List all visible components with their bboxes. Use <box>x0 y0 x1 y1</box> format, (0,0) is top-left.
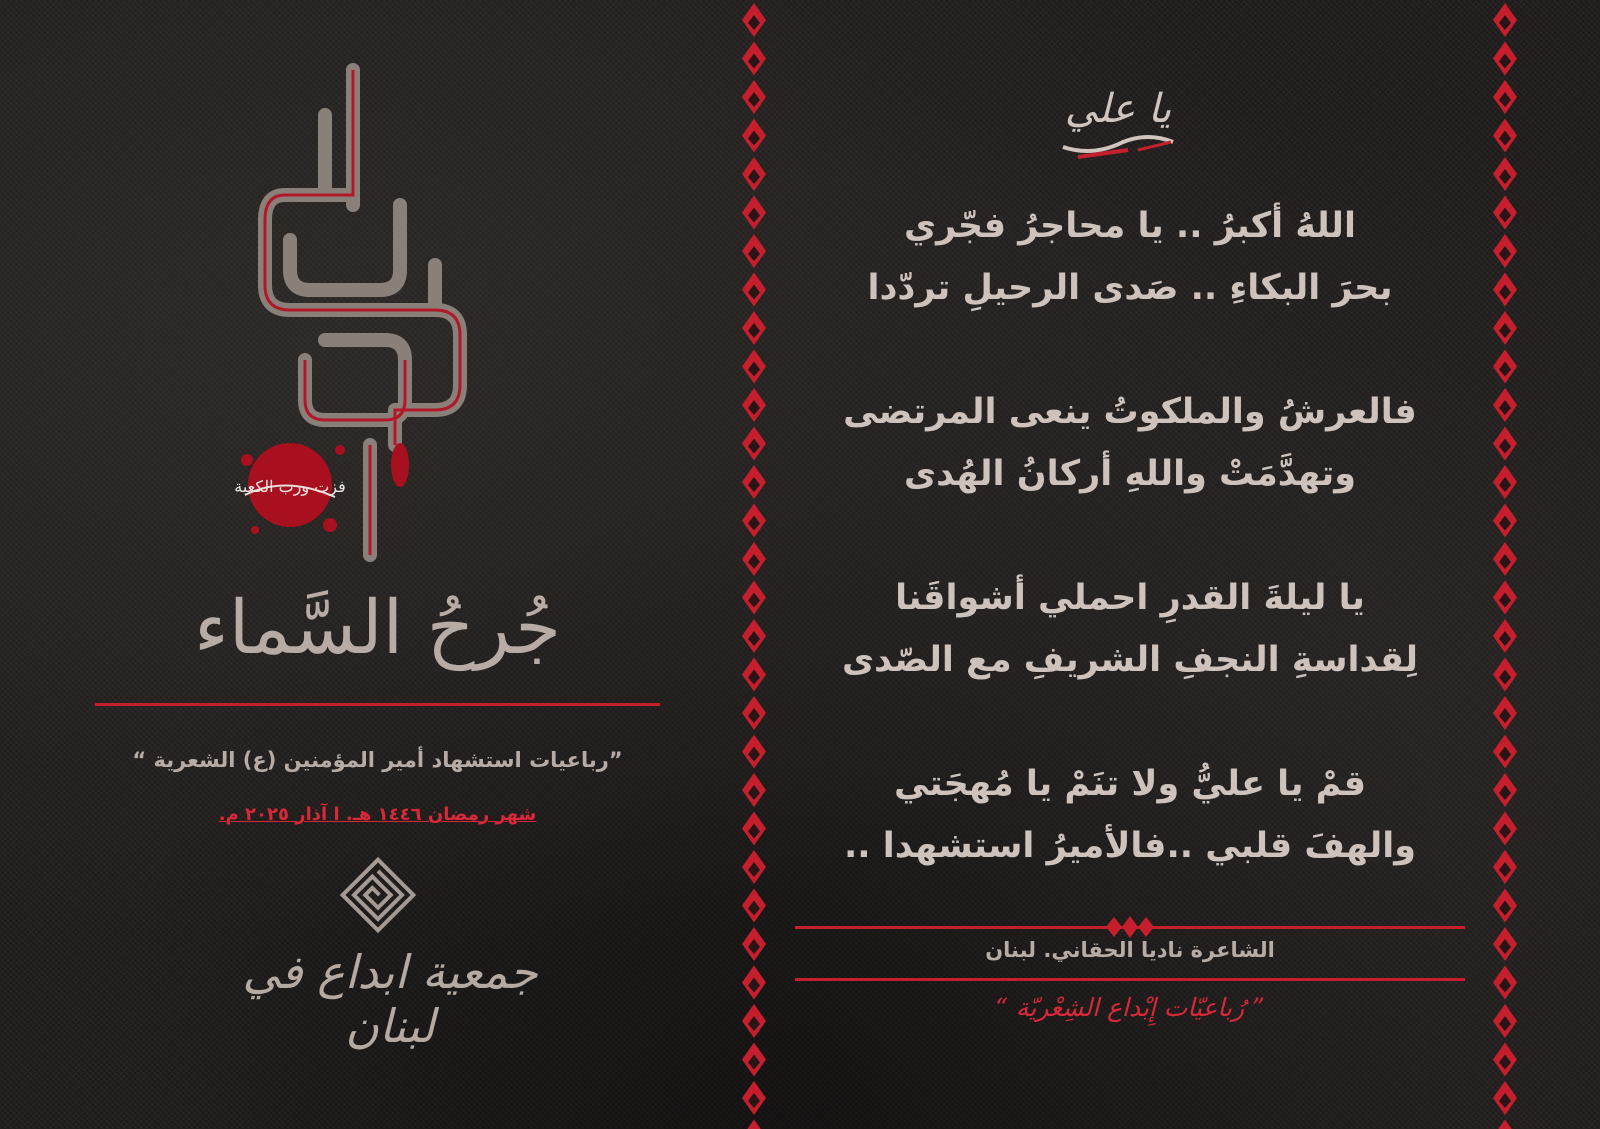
chain-diamond <box>1493 735 1517 769</box>
chain-diamond <box>1493 427 1517 461</box>
poem-verse: والهفَ قلبي ..فالأميرُ استشهدا .. <box>844 826 1416 866</box>
seal-text: فزت ورب الكعبة <box>234 477 346 496</box>
chain-diamond <box>1493 350 1517 384</box>
poem-verse: اللهُ أكبرُ .. يا محاجرُ فجّري <box>904 206 1356 246</box>
divider-bottom <box>795 978 1465 981</box>
chain-diamond <box>742 696 766 730</box>
association-signature: جمعية ابداع في لبنان <box>242 945 538 1053</box>
chain-diamond <box>742 658 766 692</box>
chain-diamond <box>742 388 766 422</box>
chain-diamond <box>1493 1004 1517 1038</box>
ali-calligraphy-emblem-icon <box>225 55 485 575</box>
ali-calligraphy-logo-icon <box>1053 62 1183 172</box>
chain-diamond <box>742 927 766 961</box>
chain-diamond <box>1493 773 1517 807</box>
chain-diamond <box>1493 1120 1517 1129</box>
chain-diamond <box>1493 42 1517 76</box>
chain-diamond <box>742 196 766 230</box>
chain-diamond <box>742 542 766 576</box>
chain-diamond <box>1493 234 1517 268</box>
chain-diamond <box>742 889 766 923</box>
poster-title: جُرحُ السَّماء <box>193 585 562 671</box>
chain-diamond <box>1493 465 1517 499</box>
chain-diamond <box>742 966 766 1000</box>
red-diamond-chain-left <box>734 0 774 1129</box>
chain-diamond <box>1493 696 1517 730</box>
poem-verse: بحرَ البكاءِ .. صَدى الرحيلِ تردّدا <box>867 268 1393 308</box>
poem-stanza <box>790 195 1470 319</box>
chain-diamond <box>742 735 766 769</box>
chain-diamond <box>742 619 766 653</box>
chain-diamond <box>1493 119 1517 153</box>
chain-diamond <box>1493 1081 1517 1115</box>
chain-diamond <box>742 581 766 615</box>
diamond-ornament-icon <box>1098 914 1162 940</box>
chain-diamond <box>1493 889 1517 923</box>
poem-verse: وتهدَّمَتْ واللهِ أركانُ الهُدى <box>904 454 1356 494</box>
poster-date: شهر رمضان ١٤٤٦ هـ. ا آذار ٢٠٢٥ م. <box>218 804 537 825</box>
poem-verse: قمْ يا عليُّ ولا تنَمْ يا مُهجَتي <box>893 764 1367 804</box>
chain-diamond <box>1493 1043 1517 1077</box>
ali-logo-text: يا علي <box>1064 86 1172 132</box>
chain-diamond <box>742 1081 766 1115</box>
chain-diamond <box>1493 388 1517 422</box>
chain-diamond <box>742 1043 766 1077</box>
square-kufic-logo-icon <box>339 856 417 934</box>
poem-stanza <box>790 753 1470 877</box>
chain-diamond <box>1493 542 1517 576</box>
chain-diamond <box>742 311 766 345</box>
chain-diamond <box>1493 581 1517 615</box>
chain-diamond <box>742 157 766 191</box>
chain-diamond <box>742 465 766 499</box>
chain-diamond <box>1493 850 1517 884</box>
chain-diamond <box>742 273 766 307</box>
chain-diamond <box>742 773 766 807</box>
chain-diamond <box>1493 504 1517 538</box>
chain-diamond <box>742 504 766 538</box>
chain-diamond <box>1493 812 1517 846</box>
chain-diamond <box>1493 80 1517 114</box>
chain-diamond <box>1493 311 1517 345</box>
chain-diamond <box>742 850 766 884</box>
poem-verse: لِقداسةِ النجفِ الشريفِ مع الصّدى <box>841 640 1419 680</box>
poem-stanza <box>790 381 1470 505</box>
poem-stanza <box>790 567 1470 691</box>
title-underline <box>95 703 660 706</box>
chain-diamond <box>1493 3 1517 37</box>
series-title: ” رُباعيّات إِبْداع الشِعْريّة “ <box>995 993 1265 1022</box>
chain-diamond <box>1493 966 1517 1000</box>
chain-diamond <box>742 1120 766 1129</box>
chain-diamond <box>1493 927 1517 961</box>
chain-diamond <box>742 42 766 76</box>
chain-diamond <box>742 1004 766 1038</box>
chain-diamond <box>1493 619 1517 653</box>
chain-diamond <box>1493 658 1517 692</box>
chain-diamond <box>742 427 766 461</box>
poem-verse: يا ليلةَ القدرِ احملي أشواقَنا <box>895 578 1365 618</box>
chain-diamond <box>742 3 766 37</box>
chain-diamond <box>742 80 766 114</box>
red-diamond-chain-right <box>1485 0 1525 1129</box>
poster-subtitle: ”رباعيات استشهاد أمير المؤمنين (ع) الشعرية “ <box>132 748 623 772</box>
chain-diamond <box>1493 157 1517 191</box>
blood-seal <box>234 443 409 534</box>
chain-diamond <box>742 812 766 846</box>
poem <box>790 195 1470 939</box>
poem-verse: فالعرشُ والملكوتُ ينعى المرتضى <box>843 392 1417 432</box>
chain-diamond <box>742 119 766 153</box>
chain-diamond <box>1493 273 1517 307</box>
poet-credit: الشاعرة ناديا الحقاني. لبنان <box>985 938 1275 962</box>
chain-diamond <box>1493 196 1517 230</box>
chain-diamond <box>742 234 766 268</box>
chain-diamond <box>742 350 766 384</box>
